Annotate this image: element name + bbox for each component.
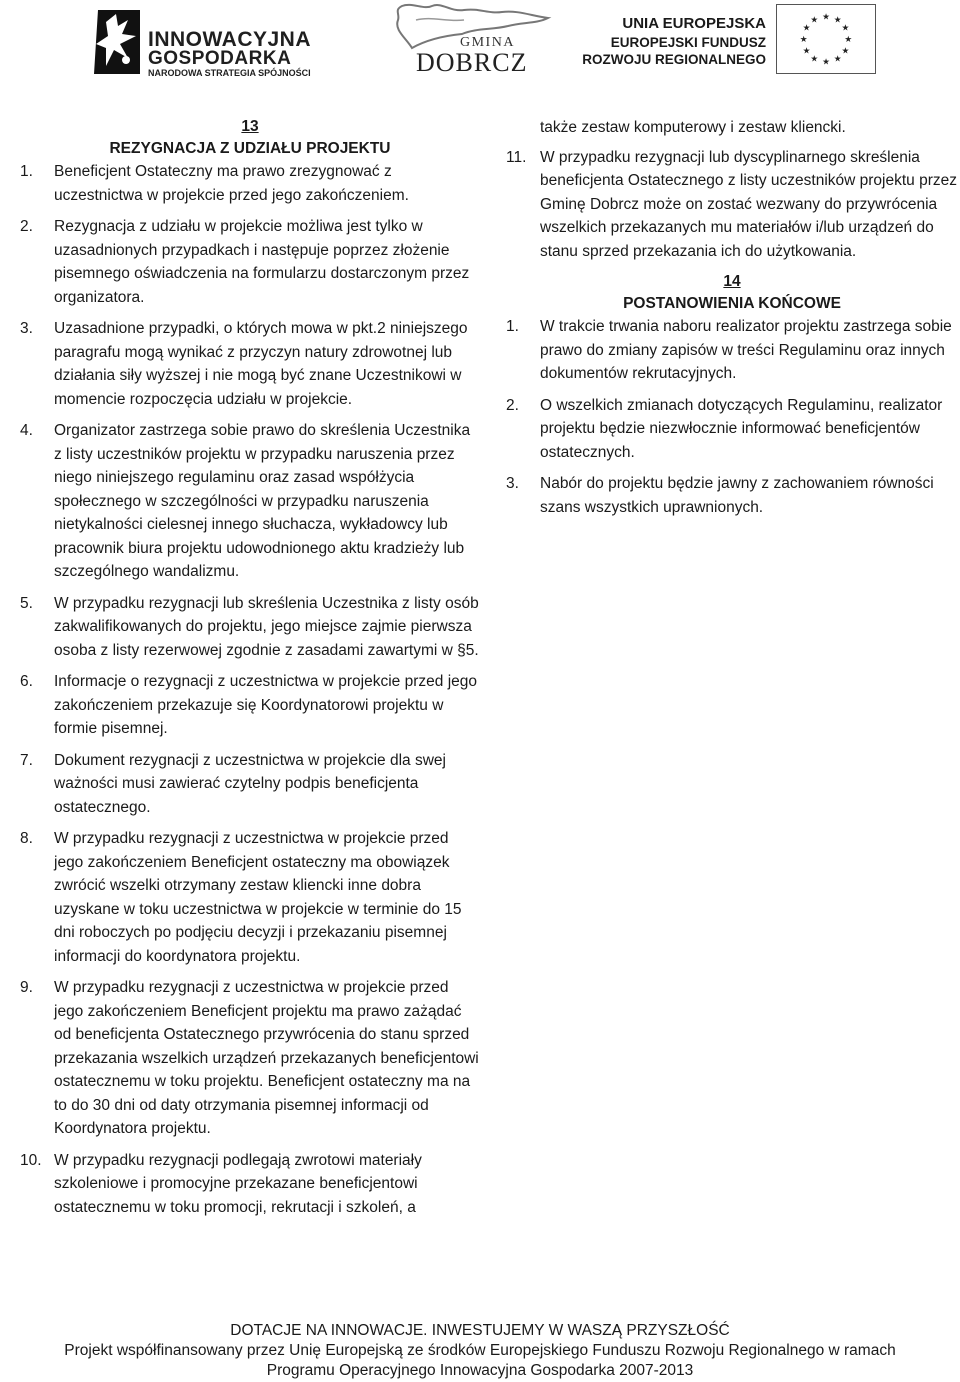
list-item [506,472,958,519]
item-number: 11. [506,148,527,166]
section-14-heading [506,271,958,315]
item-number: 2. [506,396,519,414]
footer-line2: Projekt współfinansowany przez Unię Europejską ze środków Europejskiego Funduszu Rozwoju Regionalnego w ramach [64,1342,896,1359]
section-14-number: 14 [723,273,741,290]
item-text: Organizator zastrzega sobie prawo do skreślenia Uczestnika z listy uczestników projektu w przypadku naruszenia przez niego niniejszego regulaminu oraz zasad współżycia społecznego w szczególności w przypadku naruszenia nietykalności cielesnej innego słuchacza, wykładowcy lub pracownik biura projektu udowodnionego aktu kradzieży lub szczególnego wandalizmu. [54,422,471,580]
item-text: W trakcie trwania naboru realizator projektu zastrzega sobie prawo do zmiany zapisów w treści Regulaminu oraz innych dokumentów rekrutacyjnych. [540,318,952,382]
list-item [20,215,480,309]
logo-left-line2: GOSPODARKA [148,48,292,69]
logo-right-line1: UNIA EUROPEJSKA [622,15,766,32]
item-number: 5. [20,594,33,612]
item-text: Informacje o rezygnacji z uczestnictwa w projekcie przed jego zakończeniem przekazuje się Koordynatorowi projektu w formie pisemnej. [54,673,477,737]
svg-text:★: ★ [810,54,819,65]
logo-mid-line1: GMINA [460,35,515,50]
section-13-heading [20,116,480,160]
section-14-title: POSTANOWIENIA KOŃCOWE [623,295,841,312]
item-number: 1. [506,318,519,335]
svg-text:★: ★ [810,15,819,26]
item-text: Dokument rezygnacji z uczestnictwa w projekcie dla swej ważności musi zawierać czytelny podpis beneficjenta ostatecznego. [54,751,446,816]
list-item [506,315,958,386]
footer-line3: Programu Operacyjnego Innowacyjna Gospodarka 2007-2013 [266,1362,694,1379]
svg-text:★: ★ [833,15,842,26]
logo-right-line2: EUROPEJSKI FUNDUSZ [610,35,766,50]
item-number: 1. [20,163,33,180]
svg-text:★: ★ [802,46,811,57]
eu-text-block [560,10,766,80]
right-column [506,116,958,527]
section-13-title: REZYGNACJA Z UDZIAŁU PROJEKTU [109,140,391,157]
list-item [20,827,480,968]
svg-text:★: ★ [822,12,830,23]
list-item [20,160,480,207]
list-item [20,976,480,1141]
eu-flag-icon [776,4,876,74]
footer-line1: DOTACJE NA INNOWACJE. INWESTUJEMY W WASZĄ PRZYSZŁOŚĆ [230,1322,730,1339]
svg-text:★: ★ [799,34,808,45]
item-text: W przypadku rezygnacji podlegają zwrotowi materiały szkoleniowe i promocyjne przekazane beneficjentowi ostatecznemu w toku promocji, rekrutacji i szkoleń, a [54,1151,422,1216]
item-number: 2. [20,218,33,235]
list-item [506,146,958,264]
section-13-number: 13 [241,118,259,135]
item-number: 6. [20,673,33,690]
item-text: W przypadku rezygnacji z uczestnictwa w projekcie przed jego zakończeniem Beneficjent projektu ma prawo zażądać od beneficjenta Ostatecznego przywrócenia do stanu sprzed przekazania wszelkich urządzeń przekazanych beneficjentowi ostatecznemu w toku projektu. Beneficjent ostateczny ma na to do 30 dni od daty otrzymania pisemnej informacji od Koordynatora projektu. [54,979,479,1137]
svg-text:★: ★ [841,23,850,34]
item-text: O wszelkich zmianach dotyczących Regulaminu, realizator projektu będzie niezwłocznie informować beneficjentów ostatecznych. [540,396,943,461]
svg-text:★: ★ [822,57,830,68]
innowacyjna-gospodarka-logo [92,8,322,78]
item-10-continuation: także zestaw komputerowy i zestaw kliencki. [540,119,846,136]
left-column [20,116,480,1227]
logo-mid-line2: DOBRCZ [416,48,528,77]
list-item [20,749,480,820]
list-item [20,419,480,584]
item-number: 3. [506,475,519,492]
page-footer [0,1321,960,1381]
logo-left-line3: NARODOWA STRATEGIA SPÓJNOŚCI [148,68,311,78]
item-number: 9. [20,979,33,996]
list-item [20,1149,480,1220]
list-item [20,317,480,411]
item-number: 4. [20,422,33,439]
item-number: 3. [20,320,33,337]
gmina-dobrcz-logo [372,0,572,80]
ig-logo-mark-icon [92,8,142,76]
svg-text:★: ★ [833,54,842,65]
list-item [20,670,480,741]
list-item [20,592,480,663]
item-text: W przypadku rezygnacji lub skreślenia Uczestnika z listy osób zakwalifikowanych do projektu, jego miejsce zajmie pierwsza osoba z listy rezerwowej zgodnie z zasadami zawartymi w §5. [54,594,479,659]
svg-text:★: ★ [844,34,853,45]
item-text: Uzasadnione przypadki, o których mowa w pkt.2 niniejszego paragrafu mogą wynikać z przyczyn natury zdrowotnej lub działania siły wyższej i nie mogą być znane Uczestnikowi w momencie rozpoczęcia udziału w projekcie. [54,320,468,408]
item-number: 10. [20,1151,42,1169]
item-text: Beneficjent Ostateczny ma prawo zrezygnować z uczestnictwa w projekcie przed jego zakończeniem. [54,163,409,204]
item-text: W przypadku rezygnacji lub dyscyplinarnego skreślenia beneficjenta Ostatecznego z listy uczestników projektu przez Gminę Dobrcz może on zostać wezwany do przywrócenia wszelkich przekazanych mu materiałów i/lub urządzeń do stanu sprzed przekazania ich do użytkowania. [540,148,957,260]
item-text: Nabór do projektu będzie jawny z zachowaniem równości szans wszystkich uprawnionych. [540,475,934,516]
item-text: W przypadku rezygnacji z uczestnictwa w projekcie przed jego zakończeniem Beneficjent ostateczny ma obowiązek zwrócić wszelki otrzymany zestaw kliencki inne dobra uzyskane w toku uczestnictwa w projekcie w terminie do 15 dni roboczych po podjęciu decyzji i przekazaniu pisemnej informacji do koordynatora projektu. [54,830,462,965]
logo-right-line3: ROZWOJU REGIONALNEGO [582,52,766,67]
item-number: 7. [20,751,33,769]
item-number: 8. [20,830,33,847]
list-item [506,394,958,465]
item-text: Rezygnacja z udziału w projekcie możliwa jest tylko w uzasadnionych przypadkach i następuje poprzez złożenie pisemnego oświadczenia na formularzu dostarczonym przez organizatora. [54,218,470,306]
page-header [0,0,960,90]
svg-text:★: ★ [841,46,850,57]
svg-text:★: ★ [802,23,811,34]
logo-left-line1: INNOWACYJNA [148,28,312,51]
